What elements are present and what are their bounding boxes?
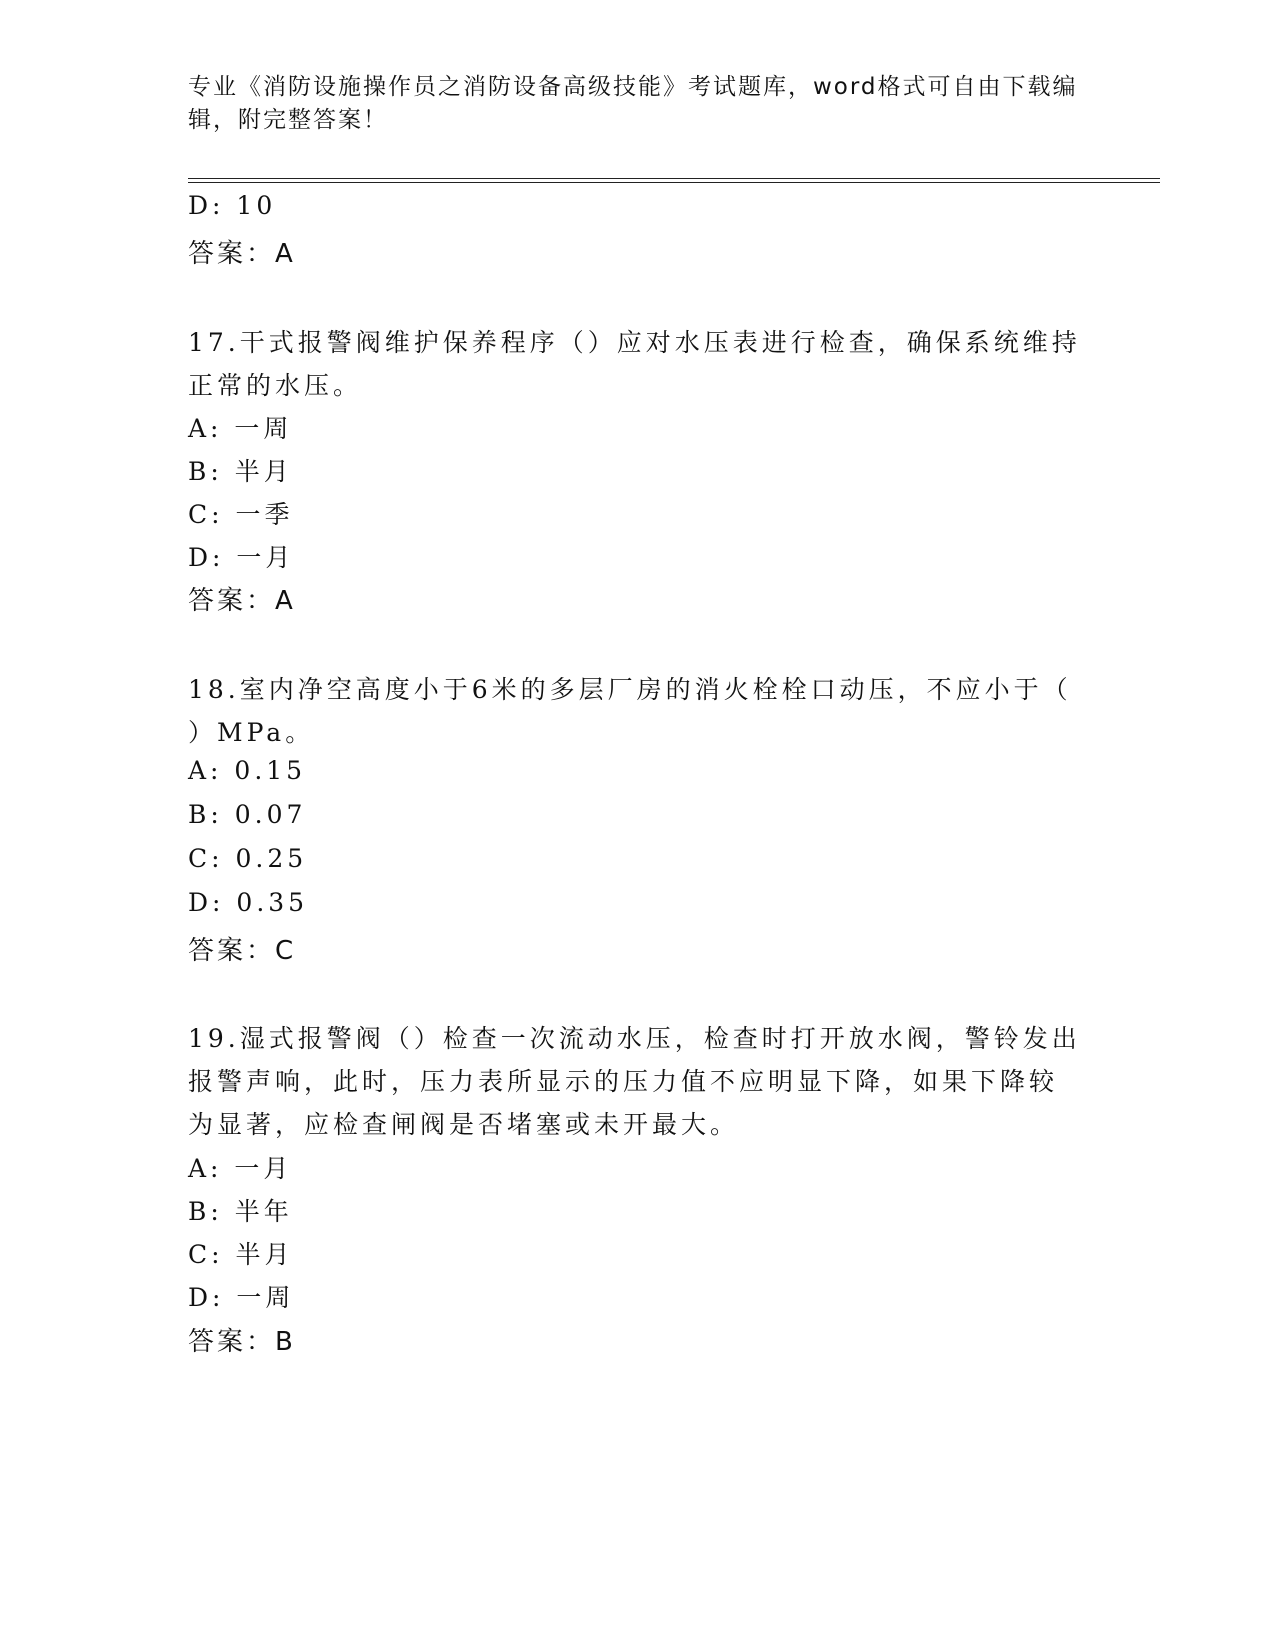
q19-text-line-2: 报警声响，此时，压力表所显示的压力值不应明显下降，如果下降较 xyxy=(188,1067,1059,1096)
q17-text-line-1: 17.干式报警阀维护保养程序（）应对水压表进行检查，确保系统维持 xyxy=(188,328,1081,357)
q18-option-c: C: 0.25 xyxy=(188,844,308,873)
q18-text-line-1: 18.室内净空高度小于6米的多层厂房的消火栓栓口动压，不应小于（ xyxy=(188,675,1072,704)
q18-text-line-2: ）MPa。 xyxy=(188,718,315,747)
q18-option-d: D: 0.35 xyxy=(188,888,309,917)
q19-option-c: C: 半月 xyxy=(188,1240,294,1269)
q18-answer: 答案：C xyxy=(188,936,297,966)
q17-option-b: B: 半月 xyxy=(188,457,293,486)
q19-answer: 答案：B xyxy=(188,1327,296,1357)
q17-option-c: C: 一季 xyxy=(188,500,294,529)
q19-option-d: D: 一周 xyxy=(188,1283,295,1312)
q18-option-a: A: 0.15 xyxy=(188,756,307,785)
q17-answer: 答案：A xyxy=(188,586,296,616)
q19-text-line-3: 为显著，应检查闸阀是否堵塞或未开最大。 xyxy=(188,1110,740,1139)
q17-option-a: A: 一周 xyxy=(188,414,293,443)
header-divider xyxy=(188,178,1160,183)
q17-option-d: D: 一月 xyxy=(188,543,295,572)
q19-option-b: B: 半年 xyxy=(188,1197,293,1226)
q18-option-b: B: 0.07 xyxy=(188,800,307,829)
prev-option-d: D: 10 xyxy=(188,191,277,220)
prev-answer: 答案：A xyxy=(188,239,296,269)
q19-option-a: A: 一月 xyxy=(188,1154,293,1183)
document-header: 专业《消防设施操作员之消防设备高级技能》考试题库，word格式可自由下载编辑，附完整答案！ xyxy=(188,74,1078,133)
q19-text-line-1: 19.湿式报警阀（）检查一次流动水压，检查时打开放水阀，警铃发出 xyxy=(188,1024,1081,1053)
q17-text-line-2: 正常的水压。 xyxy=(188,371,363,400)
